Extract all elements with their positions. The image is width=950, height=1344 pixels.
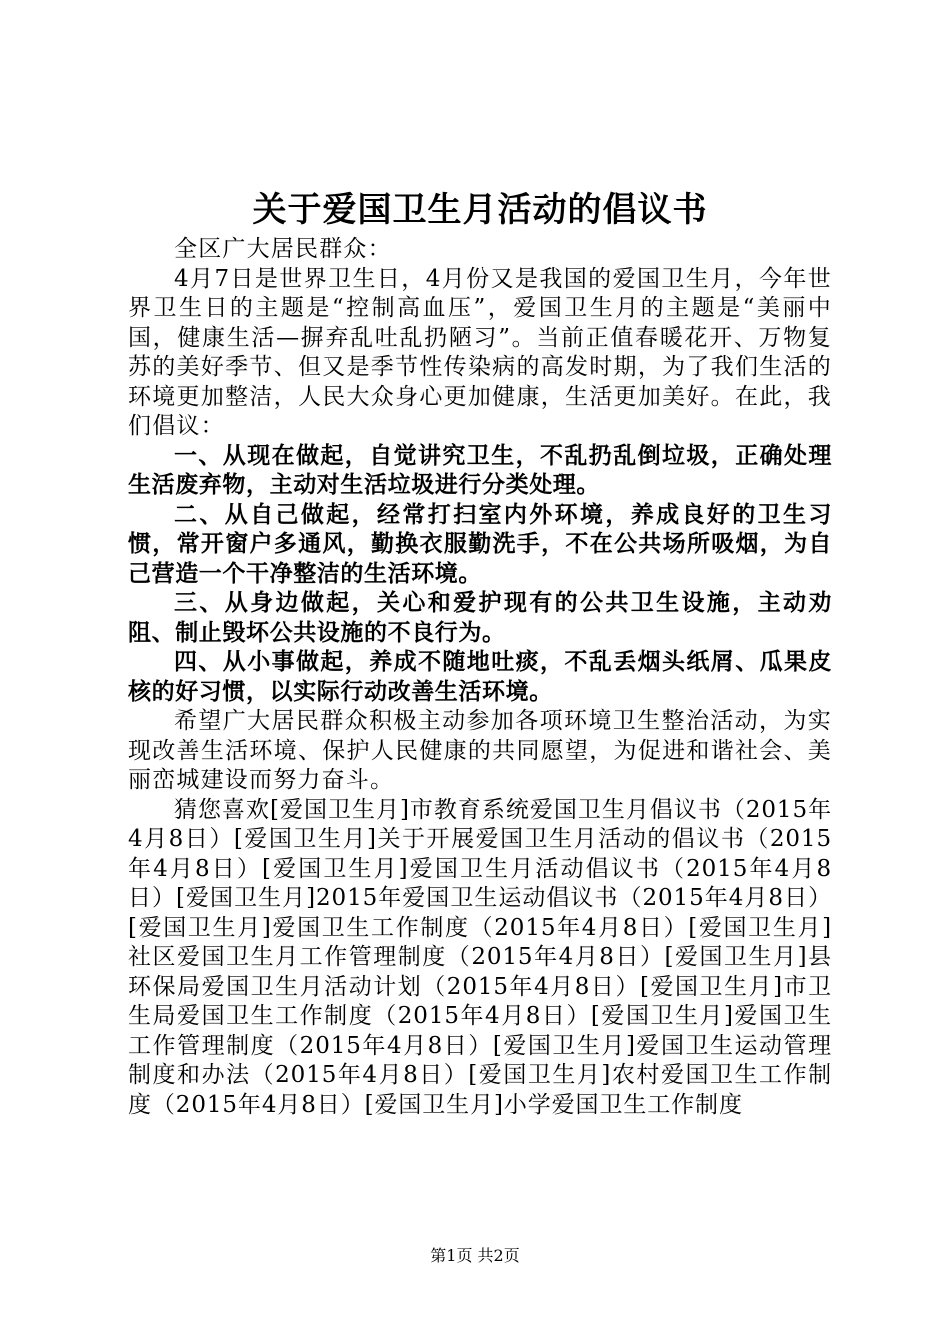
proposal-item: 三、从身边做起，关心和爱护现有的公共卫生设施，主动劝阻、制止毁坏公共设施的不良行为。 — [128, 590, 832, 646]
page-number: 第1页 共2页 — [430, 1246, 520, 1265]
document-title: 关于爱国卫生月活动的倡议书 — [252, 190, 708, 230]
document-body — [128, 185, 832, 1120]
closing-paragraph: 希望广大居民群众积极主动参加各项环境卫生整治活动，为实现改善生活环境、保护人民健康的共同愿望，为促进和谐社会、美丽峦城建设而努力奋斗。 — [128, 708, 832, 793]
proposal-item: 四、从小事做起，养成不随地吐痰，不乱丢烟头纸屑、瓜果皮核的好习惯，以实际行动改善生活环境。 — [128, 649, 832, 705]
related-articles: 猜您喜欢[爱国卫生月]市教育系统爱国卫生月倡议书（2015年4月8日）[爱国卫生月]关于开展爱国卫生月活动的倡议书（2015年4月8日）[爱国卫生月]爱国卫生月活动倡议书（2015年4月8日）[爱国卫生月]2015年爱国卫生运动倡议书（2015年4月8日）[爱国卫生月]爱国卫生工作制度（2015年4月8日）[爱国卫生月]社区爱国卫生月工作管理制度（2015年4月8日）[爱国卫生月]县环保局爱国卫生月活动计划（2015年4月8日）[爱国卫生月]市卫生局爱国卫生工作制度（2015年4月8日）[爱国卫生月]爱国卫生工作管理制度（2015年4月8日）[爱国卫生月]爱国卫生运动管理制度和办法（2015年4月8日）[爱国卫生月]农村爱国卫生工作制度（2015年4月8日）[爱国卫生月]小学爱国卫生工作制度 — [128, 796, 832, 1118]
salutation: 全区广大居民群众： — [174, 236, 392, 262]
proposal-item: 二、从自己做起，经常打扫室内外环境，养成良好的卫生习惯，常开窗户多通风，勤换衣服勤洗手，不在公共场所吸烟，为自己营造一个干净整洁的生活环境。 — [128, 501, 832, 587]
proposal-item: 一、从现在做起，自觉讲究卫生，不乱扔乱倒垃圾，正确处理生活废弃物，主动对生活垃圾进行分类处理。 — [128, 442, 832, 498]
intro-paragraph: 4月7日是世界卫生日，4月份又是我国的爱国卫生月，今年世界卫生日的主题是“控制高血压”，爱国卫生月的主题是“美丽中国，健康生活—摒弃乱吐乱扔陋习”。当前正值春暖花开、万物复苏的美好季节、但又是季节性传染病的高发时期，为了我们生活的环境更加整洁，人民大众身心更加健康，生活更加美好。在此，我们倡议： — [128, 265, 832, 439]
